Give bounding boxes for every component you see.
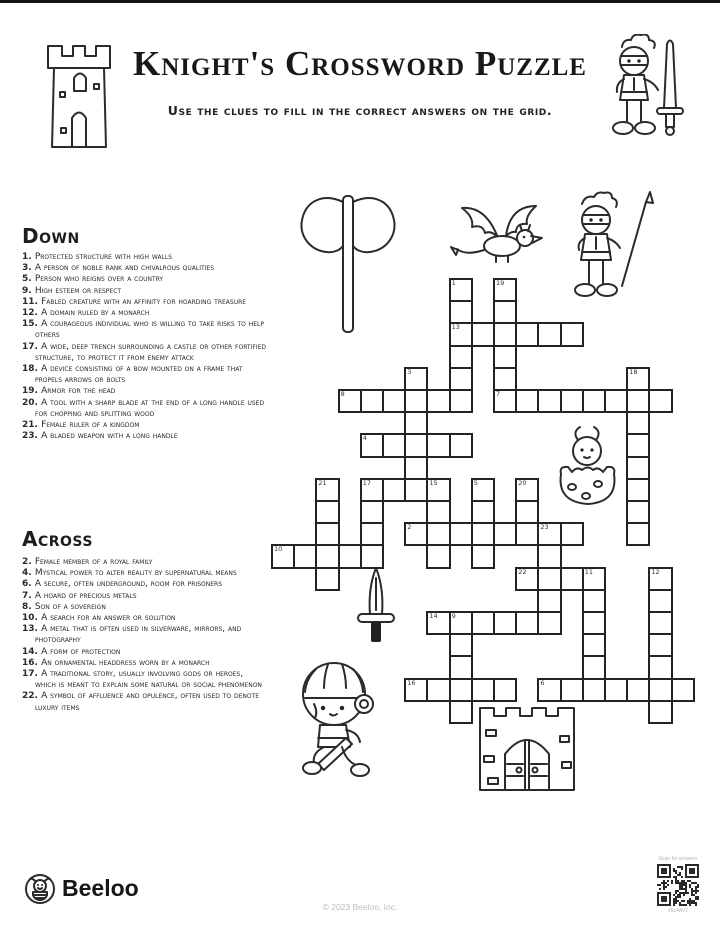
knight-with-sword-icon	[594, 34, 686, 146]
grid-cell[interactable]	[315, 544, 339, 568]
grid-cell[interactable]	[493, 367, 517, 391]
girl-knight-icon	[290, 652, 394, 792]
grid-cell-number: 6	[540, 678, 545, 687]
grid-cell[interactable]	[449, 433, 473, 457]
castle-gate-icon	[474, 700, 580, 792]
grid-cell[interactable]	[426, 500, 450, 524]
grid-cell-number: 8	[340, 390, 345, 398]
grid-cell[interactable]	[560, 322, 584, 346]
copyright-text: © 2023 Beeloo, Inc.	[322, 902, 398, 912]
grid-cell-number: 12	[651, 567, 660, 576]
clue-across-14: 14. A form of protection	[22, 646, 121, 657]
grid-cell[interactable]	[382, 478, 406, 502]
grid-cell[interactable]	[382, 389, 406, 413]
clue-across-17: 17. A traditional story, usually involving gods or heroes, which is meant to explain some natural or social phenomenon	[22, 669, 262, 691]
grid-cell[interactable]	[360, 522, 384, 546]
grid-cell[interactable]	[626, 678, 650, 702]
grid-cell[interactable]	[426, 522, 450, 546]
grid-cell[interactable]	[582, 678, 606, 702]
clue-down-15: 15. A courageous individual who is willing to take risks to help others	[22, 319, 265, 341]
qr-caption-bottom: #5c4AV2	[668, 908, 688, 914]
grid-cell[interactable]	[426, 433, 450, 457]
grid-cell[interactable]	[404, 478, 428, 502]
grid-cell[interactable]	[626, 433, 650, 457]
grid-cell[interactable]	[471, 500, 495, 524]
dragon-hatchling-icon	[550, 424, 622, 506]
clue-down-5: 5. Person who reigns over a country	[22, 274, 164, 285]
clue-across-22: 22. A symbol of affluence and opulence, often used to denote luxury items	[22, 691, 260, 713]
grid-cell[interactable]	[471, 522, 495, 546]
grid-cell[interactable]	[449, 700, 473, 724]
castle-tower-icon	[40, 38, 118, 150]
grid-cell[interactable]	[360, 544, 384, 568]
grid-cell[interactable]	[582, 655, 606, 679]
grid-cell[interactable]	[315, 522, 339, 546]
brand-name: Beeloo	[62, 875, 139, 901]
grid-cell[interactable]	[293, 544, 317, 568]
clue-across-4: 4. Mystical power to alter reality by supernatural means	[22, 568, 237, 579]
grid-cell[interactable]	[449, 389, 473, 413]
grid-cell[interactable]	[515, 611, 539, 635]
grid-cell[interactable]	[604, 678, 628, 702]
qr-caption-top: Scan for answers	[658, 856, 698, 862]
clue-down-11: 11. Fabled creature with an affinity for hoarding treasure	[22, 296, 247, 307]
knight-with-lance-icon	[556, 190, 656, 324]
grid-cell-number: 19	[496, 279, 505, 287]
grid-cell[interactable]	[515, 322, 539, 346]
battle-axe-icon	[296, 190, 400, 338]
grid-cell[interactable]	[426, 678, 450, 702]
grid-cell[interactable]	[360, 389, 384, 413]
grid-cell[interactable]	[449, 367, 473, 391]
grid-cell[interactable]	[449, 633, 473, 657]
grid-cell-number: 14	[429, 612, 438, 620]
sword-icon	[352, 566, 400, 654]
grid-cell[interactable]	[626, 389, 650, 413]
grid-cell[interactable]	[493, 522, 517, 546]
page-top-rule	[0, 0, 720, 3]
grid-cell-number: 13	[451, 323, 460, 332]
grid-cell[interactable]	[626, 411, 650, 435]
clue-down-23: 23. A bladed weapon with a long handle	[22, 431, 178, 442]
clue-down-20: 20. A tool with a sharp blade at the end of a long handle used for chopping and splitting wood	[22, 397, 265, 419]
grid-cell[interactable]	[404, 389, 428, 413]
clue-across-8: 8. Son of a sovereign	[22, 601, 106, 612]
grid-cell[interactable]	[560, 522, 584, 546]
grid-cell[interactable]	[626, 522, 650, 546]
clue-down-1: 1. Protected structure with high walls	[22, 252, 173, 262]
grid-cell[interactable]	[560, 678, 584, 702]
page-title: Knight's Crossword Puzzle	[133, 44, 587, 83]
qr-code	[657, 864, 699, 906]
grid-cell[interactable]	[493, 322, 517, 346]
grid-cell-number: 17	[362, 478, 372, 487]
grid-cell[interactable]	[537, 567, 561, 591]
grid-cell[interactable]	[360, 500, 384, 524]
grid-cell-number: 10	[274, 545, 283, 554]
grid-cell[interactable]	[449, 300, 473, 324]
grid-cell[interactable]	[582, 589, 606, 613]
grid-cell[interactable]	[671, 678, 695, 702]
grid-cell[interactable]	[449, 345, 473, 369]
grid-cell[interactable]	[537, 322, 561, 346]
across-clue-list	[22, 557, 266, 714]
grid-cell[interactable]	[404, 411, 428, 435]
grid-cell[interactable]	[493, 611, 517, 635]
grid-cell[interactable]	[449, 678, 473, 702]
grid-cell[interactable]	[493, 345, 517, 369]
clue-down-17: 17. A wide, deep trench surrounding a castle or other fortified structure, to protect it from enemy attack	[22, 341, 266, 363]
grid-cell[interactable]	[582, 611, 606, 635]
grid-cell[interactable]	[493, 678, 517, 702]
down-heading: Down	[22, 224, 80, 248]
grid-cell-number: 20	[518, 478, 527, 487]
grid-cell-number: 7	[496, 390, 501, 398]
grid-cell-number: 3	[407, 367, 412, 376]
grid-cell-number: 21	[318, 478, 327, 487]
grid-cell-number: 22	[518, 567, 527, 576]
grid-cell-number: 18	[629, 367, 638, 376]
grid-cell-number: 1	[451, 279, 456, 287]
grid-cell[interactable]	[648, 589, 672, 613]
grid-cell[interactable]	[560, 389, 584, 413]
grid-cell[interactable]	[426, 389, 450, 413]
grid-cell[interactable]	[315, 500, 339, 524]
clue-down-18: 18. A device consisting of a bow mounted on a frame that propels arrows or bolts	[22, 364, 243, 386]
grid-cell[interactable]	[648, 611, 672, 635]
flying-dragon-icon	[446, 196, 550, 274]
grid-cell[interactable]	[338, 544, 362, 568]
grid-cell[interactable]	[648, 655, 672, 679]
grid-cell-number: 16	[407, 678, 416, 687]
grid-cell[interactable]	[382, 433, 406, 457]
clue-across-2: 2. Female member of a royal family	[22, 557, 153, 567]
grid-cell-number: 23	[540, 523, 549, 532]
grid-cell[interactable]	[449, 522, 473, 546]
grid-cell-number: 4	[362, 434, 367, 443]
clue-across-10: 10. A search for an answer or solution	[22, 613, 176, 624]
grid-cell[interactable]	[582, 389, 606, 413]
clue-down-12: 12. A domain ruled by a monarch	[22, 308, 150, 319]
grid-cell[interactable]	[560, 567, 584, 591]
clue-across-13: 13. A metal that is often used in silverware, mirrors, and photography	[22, 624, 242, 646]
clue-down-3: 3. A person of noble rank and chivalrous qualities	[22, 263, 215, 274]
grid-cell[interactable]	[515, 389, 539, 413]
grid-cell[interactable]	[404, 433, 428, 457]
down-clue-list	[22, 252, 266, 442]
grid-cell[interactable]	[493, 300, 517, 324]
grid-cell-number: 2	[407, 523, 412, 532]
grid-cell[interactable]	[515, 500, 539, 524]
grid-cell[interactable]	[471, 611, 495, 635]
bee-logo-icon	[24, 873, 56, 905]
grid-cell[interactable]	[449, 655, 473, 679]
grid-cell[interactable]	[537, 589, 561, 613]
grid-cell[interactable]	[604, 389, 628, 413]
clue-down-9: 9. High esteem or respect	[22, 285, 122, 296]
grid-cell[interactable]	[626, 500, 650, 524]
grid-cell-number: 11	[584, 567, 594, 576]
grid-cell[interactable]	[426, 544, 450, 568]
across-heading: Across	[22, 527, 93, 551]
grid-cell[interactable]	[471, 678, 495, 702]
page-subtitle: Use the clues to fill in the correct answers on the grid.	[167, 103, 553, 118]
clue-across-16: 16. An ornamental headdress worn by a monarch	[22, 657, 210, 668]
clue-down-19: 19. Armor for the head	[22, 386, 116, 397]
grid-cell[interactable]	[648, 700, 672, 724]
grid-cell[interactable]	[537, 544, 561, 568]
grid-cell-number: 15	[429, 478, 438, 487]
grid-cell[interactable]	[626, 456, 650, 480]
grid-cell[interactable]	[648, 633, 672, 657]
grid-cell-number: 5	[473, 478, 478, 487]
grid-cell[interactable]	[537, 389, 561, 413]
grid-cell[interactable]	[648, 678, 672, 702]
grid-cell[interactable]	[537, 611, 561, 635]
grid-cell[interactable]	[648, 389, 672, 413]
grid-cell[interactable]	[315, 567, 339, 591]
clue-down-21: 21. Female ruler of a kingdom	[22, 420, 140, 431]
grid-cell-number: 9	[451, 612, 456, 620]
grid-cell[interactable]	[515, 522, 539, 546]
clue-across-7: 7. A hoard of precious metals	[22, 590, 137, 601]
clue-across-6: 6. A secure, often underground, room for prisoners	[22, 579, 223, 590]
grid-cell[interactable]	[404, 456, 428, 480]
grid-cell[interactable]	[471, 544, 495, 568]
grid-cell[interactable]	[626, 478, 650, 502]
grid-cell[interactable]	[582, 633, 606, 657]
grid-cell[interactable]	[471, 322, 495, 346]
